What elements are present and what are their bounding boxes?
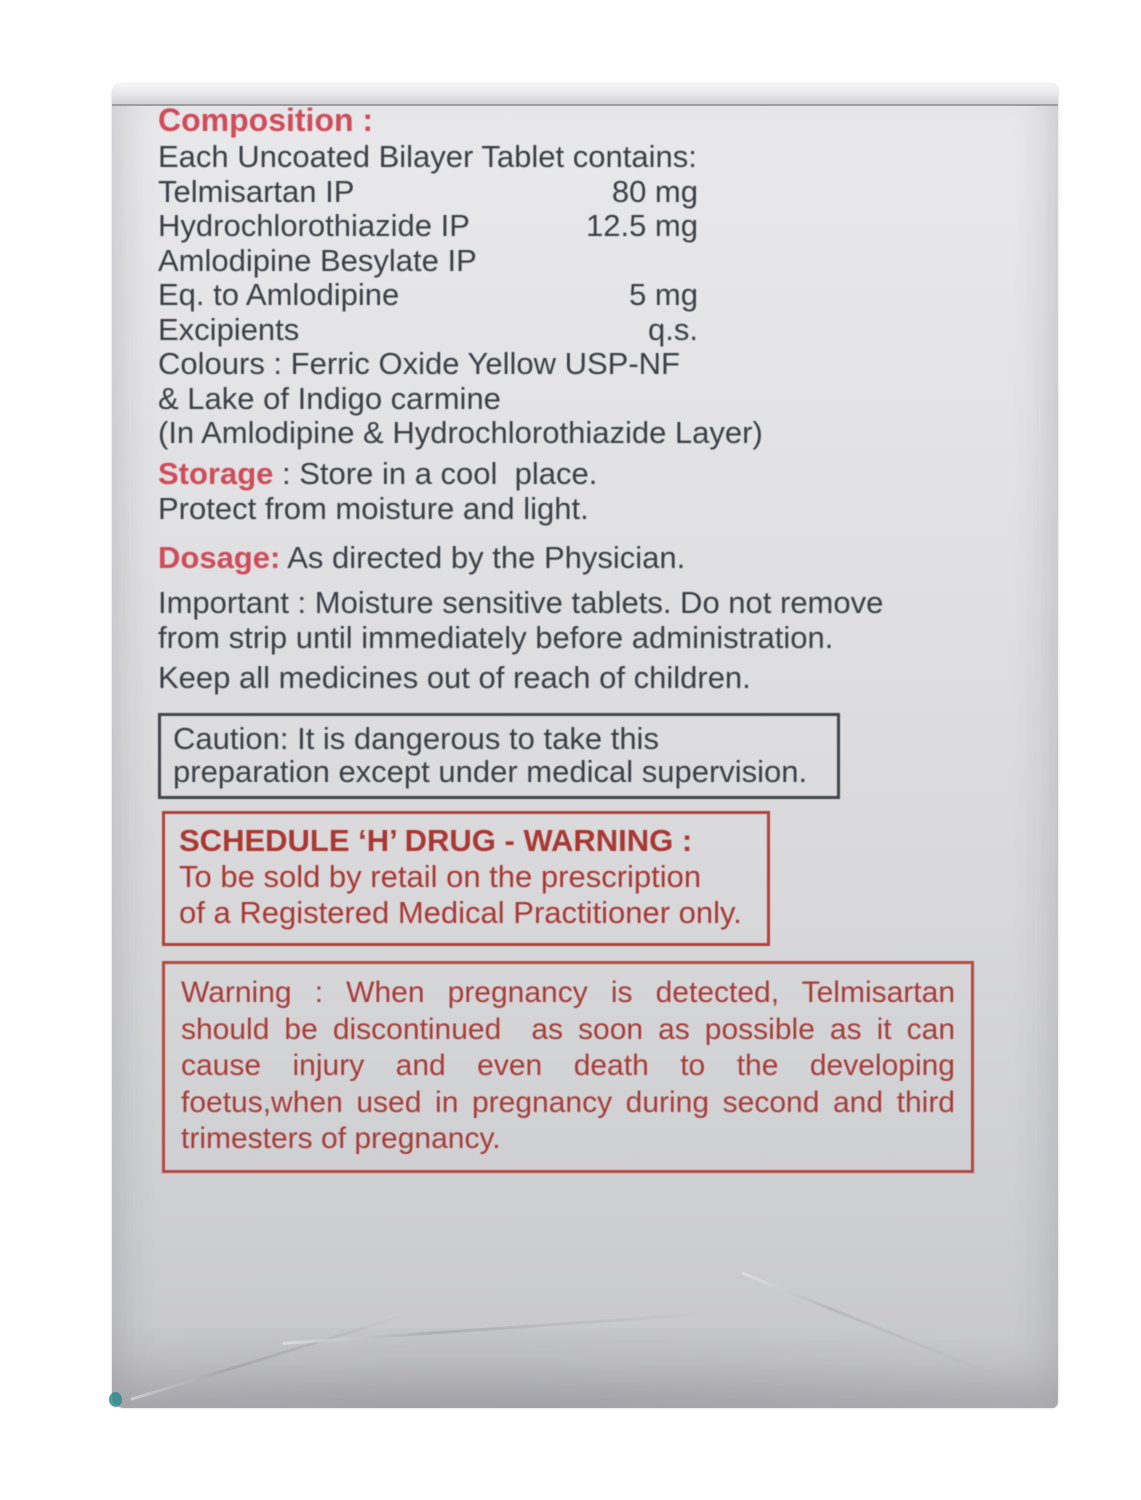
colours-line: (In Amlodipine & Hydrochlorothiazide Layer): [158, 415, 763, 450]
warning-line: trimesters of pregnancy.: [181, 1122, 501, 1155]
warning-line: cause injury and even death to the developing: [181, 1049, 955, 1082]
caution-line2: preparation except under medical supervision.: [173, 754, 808, 789]
warning-line: Warning : When pregnancy is detected, Telmisartan: [181, 976, 955, 1009]
storage-label: Storage: [158, 456, 274, 491]
important-line2: from strip until immediately before administration.: [158, 619, 834, 655]
composition-heading: Composition :: [158, 102, 374, 138]
storage-line2: Protect from moisture and light.: [158, 491, 589, 526]
composition-section: [158, 102, 763, 451]
important-section: [158, 586, 883, 655]
composition-row: [158, 278, 698, 313]
ingredient-amount: 80 mg: [611, 173, 698, 209]
colours-line: & Lake of Indigo carmine: [158, 380, 501, 416]
caution-line1: Caution: It is dangerous to take this: [173, 721, 659, 756]
ingredient-name: Hydrochlorothiazide IP: [158, 208, 470, 243]
keep-away-section: [158, 661, 751, 696]
composition-row: [158, 175, 698, 210]
schedule-h-warning-box: [162, 811, 770, 946]
dosage-text: As directed by the Physician.: [280, 540, 686, 575]
storage-line: [158, 456, 597, 491]
important-line1: Important : Moisture sensitive tablets. Do not remove: [158, 585, 884, 620]
carton-back-panel: [112, 84, 1058, 1408]
composition-row: [158, 313, 698, 348]
dosage-line: [158, 541, 685, 576]
composition-row: [158, 244, 698, 279]
storage-text: : Store in a cool place.: [273, 456, 598, 491]
warning-line: should be discontinued as soon as possible as it can: [181, 1012, 955, 1046]
composition-intro: Each Uncoated Bilayer Tablet contains:: [158, 139, 697, 174]
ingredient-name: Excipients: [158, 311, 300, 347]
pregnancy-warning-box: [162, 961, 974, 1173]
caution-box: [158, 713, 840, 799]
ingredient-amount: q.s.: [648, 311, 698, 347]
printed-label-content: [112, 84, 1058, 1408]
ingredient-name: Eq. to Amlodipine: [158, 277, 400, 312]
dosage-section: [158, 541, 685, 576]
ingredient-amount: 12.5 mg: [585, 208, 698, 243]
composition-row: [158, 209, 698, 244]
schedule-h-heading: SCHEDULE ‘H’ DRUG - WARNING :: [179, 823, 693, 858]
warning-line: foetus,when used in pregnancy during second and third: [181, 1085, 955, 1119]
dosage-label: Dosage:: [158, 540, 281, 575]
keep-away-line: Keep all medicines out of reach of children.: [158, 660, 751, 695]
ingredient-name: Amlodipine Besylate IP: [158, 242, 477, 278]
colours-line: Colours : Ferric Oxide Yellow USP-NF: [158, 346, 680, 381]
ingredient-amount: 5 mg: [629, 277, 698, 312]
schedule-h-line1: To be sold by retail on the prescription: [179, 859, 702, 894]
ingredient-name: Telmisartan IP: [158, 173, 355, 209]
schedule-h-line2: of a Registered Medical Practitioner only.: [179, 895, 742, 930]
storage-section: [158, 456, 597, 526]
